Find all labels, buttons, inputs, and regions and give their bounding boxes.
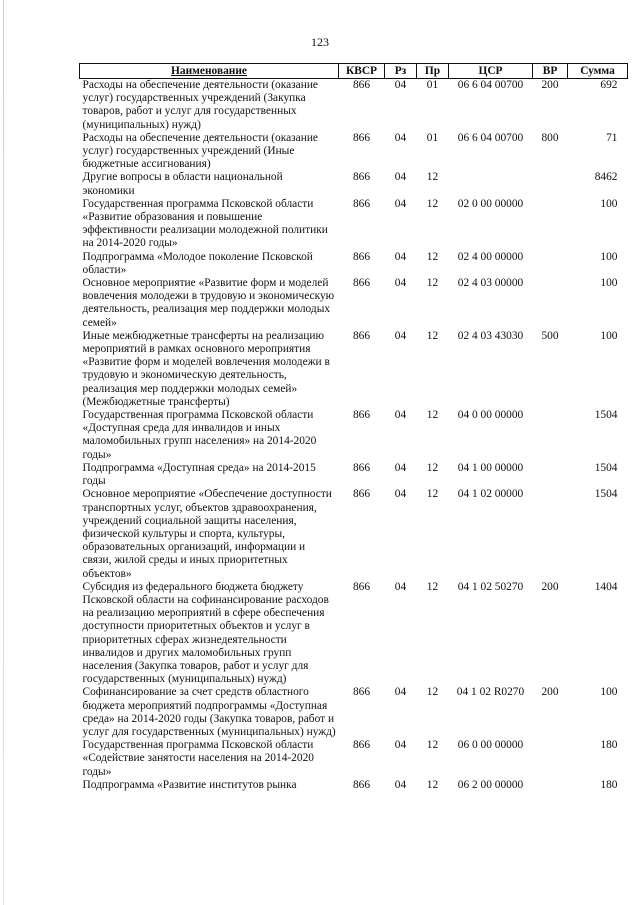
table-row — [80, 581, 628, 687]
cell-csr: 02 4 03 00000 — [457, 277, 524, 290]
cell-sum: 180 — [600, 739, 618, 752]
cell-kvsr: 866 — [352, 778, 371, 791]
cell-sum: 100 — [600, 250, 618, 263]
cell-csr: 02 4 00 00000 — [457, 250, 524, 263]
table-header — [80, 64, 628, 79]
header-sum: Сумма — [568, 64, 628, 79]
cell-kvsr: 866 — [352, 277, 371, 290]
cell-kvsr: 866 — [352, 488, 371, 501]
cell-sum: 100 — [600, 686, 618, 699]
cell-vr — [533, 739, 568, 779]
cell-name: Подпрограмма «Развитие институтов рынка — [82, 778, 297, 791]
header-pr: Пр — [417, 64, 449, 79]
cell-kvsr: 866 — [352, 197, 371, 210]
cell-rz: 04 — [394, 739, 407, 752]
cell-vr — [533, 409, 568, 462]
cell-rz: 04 — [394, 250, 407, 263]
cell-rz: 04 — [394, 461, 407, 474]
cell-csr: 06 6 04 00700 — [457, 79, 524, 91]
cell-kvsr: 866 — [352, 79, 371, 91]
table-body — [80, 79, 628, 792]
table-row — [80, 462, 628, 488]
cell-vr — [533, 277, 568, 330]
cell-kvsr: 866 — [352, 461, 371, 474]
cell-pr: 12 — [426, 250, 439, 263]
header-rz: Рз — [385, 64, 417, 79]
cell-pr: 12 — [426, 739, 439, 752]
cell-rz: 04 — [394, 580, 407, 593]
cell-rz: 04 — [394, 409, 407, 422]
cell-name: Подпрограмма «Молодое поколение Псковской области» — [82, 250, 313, 276]
cell-vr: 200 — [541, 686, 559, 699]
cell-kvsr: 866 — [352, 409, 371, 422]
cell-pr: 12 — [426, 461, 439, 474]
cell-pr: 12 — [426, 778, 439, 791]
cell-pr: 12 — [426, 580, 439, 593]
header-name: Наименование — [80, 64, 339, 79]
cell-csr: 06 2 00 00000 — [457, 778, 524, 791]
cell-rz: 04 — [394, 131, 407, 144]
cell-vr — [533, 779, 568, 792]
table-row — [80, 251, 628, 277]
cell-sum: 100 — [600, 329, 618, 342]
cell-rz: 04 — [394, 488, 407, 501]
cell-sum: 692 — [600, 79, 618, 91]
cell-rz: 04 — [394, 686, 407, 699]
cell-kvsr: 866 — [352, 250, 371, 263]
cell-rz: 04 — [394, 79, 407, 91]
cell-pr: 12 — [426, 277, 439, 290]
cell-csr: 04 1 02 R0270 — [456, 686, 525, 699]
cell-csr: 06 6 04 00700 — [457, 131, 524, 144]
cell-csr: 04 0 00 00000 — [457, 409, 524, 422]
header-row — [80, 64, 628, 79]
cell-name: Другие вопросы в области национальной экономики — [82, 171, 283, 197]
cell-kvsr: 866 — [352, 580, 371, 593]
cell-pr: 12 — [426, 488, 439, 501]
cell-sum: 100 — [600, 277, 618, 290]
cell-pr: 12 — [426, 329, 439, 342]
cell-sum: 71 — [606, 131, 618, 144]
cell-name: Основное мероприятие «Обеспечение доступности транспортных услуг, объектов здравоохранения, учреждений социальной защиты населения, физической культуры и спорта, культуры, образовательных организаций, информации и связи, жилой среды и иных приоритетных объектов» — [82, 488, 332, 580]
table-row — [80, 79, 628, 132]
scan-edge-line — [3, 0, 4, 905]
table-row — [80, 739, 628, 779]
cell-kvsr: 866 — [352, 131, 371, 144]
table-row — [80, 330, 628, 409]
cell-kvsr: 866 — [352, 686, 371, 699]
cell-kvsr: 866 — [352, 329, 371, 342]
cell-sum: 1504 — [594, 409, 618, 422]
header-vr: ВР — [533, 64, 568, 79]
cell-name: Расходы на обеспечение деятельности (оказание услуг) государственных учреждений (Иные бюджетные ассигнования) — [82, 131, 318, 171]
cell-sum: 1504 — [594, 488, 618, 501]
cell-vr: 200 — [541, 79, 559, 91]
cell-sum: 8462 — [594, 171, 618, 184]
cell-pr: 12 — [426, 197, 439, 210]
cell-vr — [533, 198, 568, 251]
cell-name: Государственная программа Псковской области «Развитие образования и повышение эффективности реализации молодежной политики на 2014-2020 годы» — [82, 197, 328, 250]
cell-rz: 04 — [394, 778, 407, 791]
cell-sum: 180 — [600, 778, 618, 791]
cell-name: Основное мероприятие «Развитие форм и моделей вовлечения молодежи в трудовую и экономическую деятельность, реализация мер поддержки молодых семей» — [82, 277, 335, 329]
header-kvsr: КВСР — [339, 64, 385, 79]
cell-vr: 200 — [541, 580, 559, 593]
cell-sum: 100 — [600, 197, 618, 210]
cell-sum: 1404 — [594, 580, 618, 593]
cell-sum: 1504 — [594, 461, 618, 474]
cell-rz: 04 — [394, 171, 407, 184]
cell-pr: 12 — [426, 171, 439, 184]
table-row — [80, 171, 628, 197]
cell-rz: 04 — [394, 277, 407, 290]
cell-name: Расходы на обеспечение деятельности (оказание услуг) государственных учреждений (Закупка товаров, работ и услуг для государственных (муниципальных) нужд) — [82, 79, 318, 131]
cell-pr: 12 — [426, 409, 439, 422]
cell-name: Подпрограмма «Доступная среда» на 2014-2015 годы — [82, 461, 316, 488]
cell-name: Софинансирование за счет средств областного бюджета мероприятий подпрограммы «Доступная среда» на 2014-2020 годы (Закупка товаров, работ и услуг для государственных (муниципальных) нужд) — [82, 686, 336, 738]
cell-rz: 04 — [394, 329, 407, 342]
cell-kvsr: 866 — [352, 171, 371, 184]
page-number: 123 — [311, 35, 329, 49]
cell-csr: 02 0 00 00000 — [457, 197, 524, 210]
cell-name: Субсидия из федерального бюджета бюджету Псковской области на софинансирование расходов на реализацию мероприятий в сфере обеспечения доступности приоритетных объектов и услуг в приоритетных сферах жизнедеятельности инвалидов и других маломобильных групп населения (Закупка товаров, работ и услуг для государственных (муниципальных) нужд) — [82, 580, 329, 686]
cell-vr — [533, 462, 568, 488]
table-row — [80, 409, 628, 462]
cell-rz: 04 — [394, 197, 407, 210]
cell-pr: 01 — [426, 131, 439, 144]
table-row — [80, 686, 628, 739]
cell-csr: 02 4 03 43030 — [457, 329, 524, 342]
cell-kvsr: 866 — [352, 739, 371, 752]
cell-vr — [533, 251, 568, 277]
cell-pr: 01 — [426, 79, 439, 91]
cell-csr — [449, 171, 533, 197]
table-row — [80, 277, 628, 330]
table-row — [80, 779, 628, 792]
cell-csr: 04 1 00 00000 — [457, 461, 524, 474]
table-row — [80, 198, 628, 251]
cell-csr: 04 1 02 50270 — [457, 580, 524, 593]
cell-csr: 06 0 00 00000 — [457, 739, 524, 752]
cell-vr — [533, 488, 568, 580]
table-row — [80, 132, 628, 172]
cell-name: Государственная программа Псковской области «Содействие занятости населения на 2014-2020 годы» — [82, 739, 314, 778]
cell-vr: 800 — [541, 131, 559, 144]
cell-vr — [533, 171, 568, 197]
cell-name: Иные межбюджетные трансферты на реализацию мероприятий в рамках основного мероприятия «Развитие форм и моделей вовлечения молодежи в трудовую и экономическую деятельность, реализация мер поддержки молодых семей» (Межбюджетные трансферты) — [82, 329, 330, 408]
cell-csr: 04 1 02 00000 — [457, 488, 524, 501]
cell-pr: 12 — [426, 686, 439, 699]
budget-table — [79, 63, 628, 792]
header-csr: ЦСР — [449, 64, 533, 79]
cell-name: Государственная программа Псковской области «Доступная среда для инвалидов и иных маломобильных групп населения» на 2014-2020 годы» — [82, 409, 317, 461]
cell-vr: 500 — [541, 329, 559, 342]
table-row — [80, 488, 628, 580]
